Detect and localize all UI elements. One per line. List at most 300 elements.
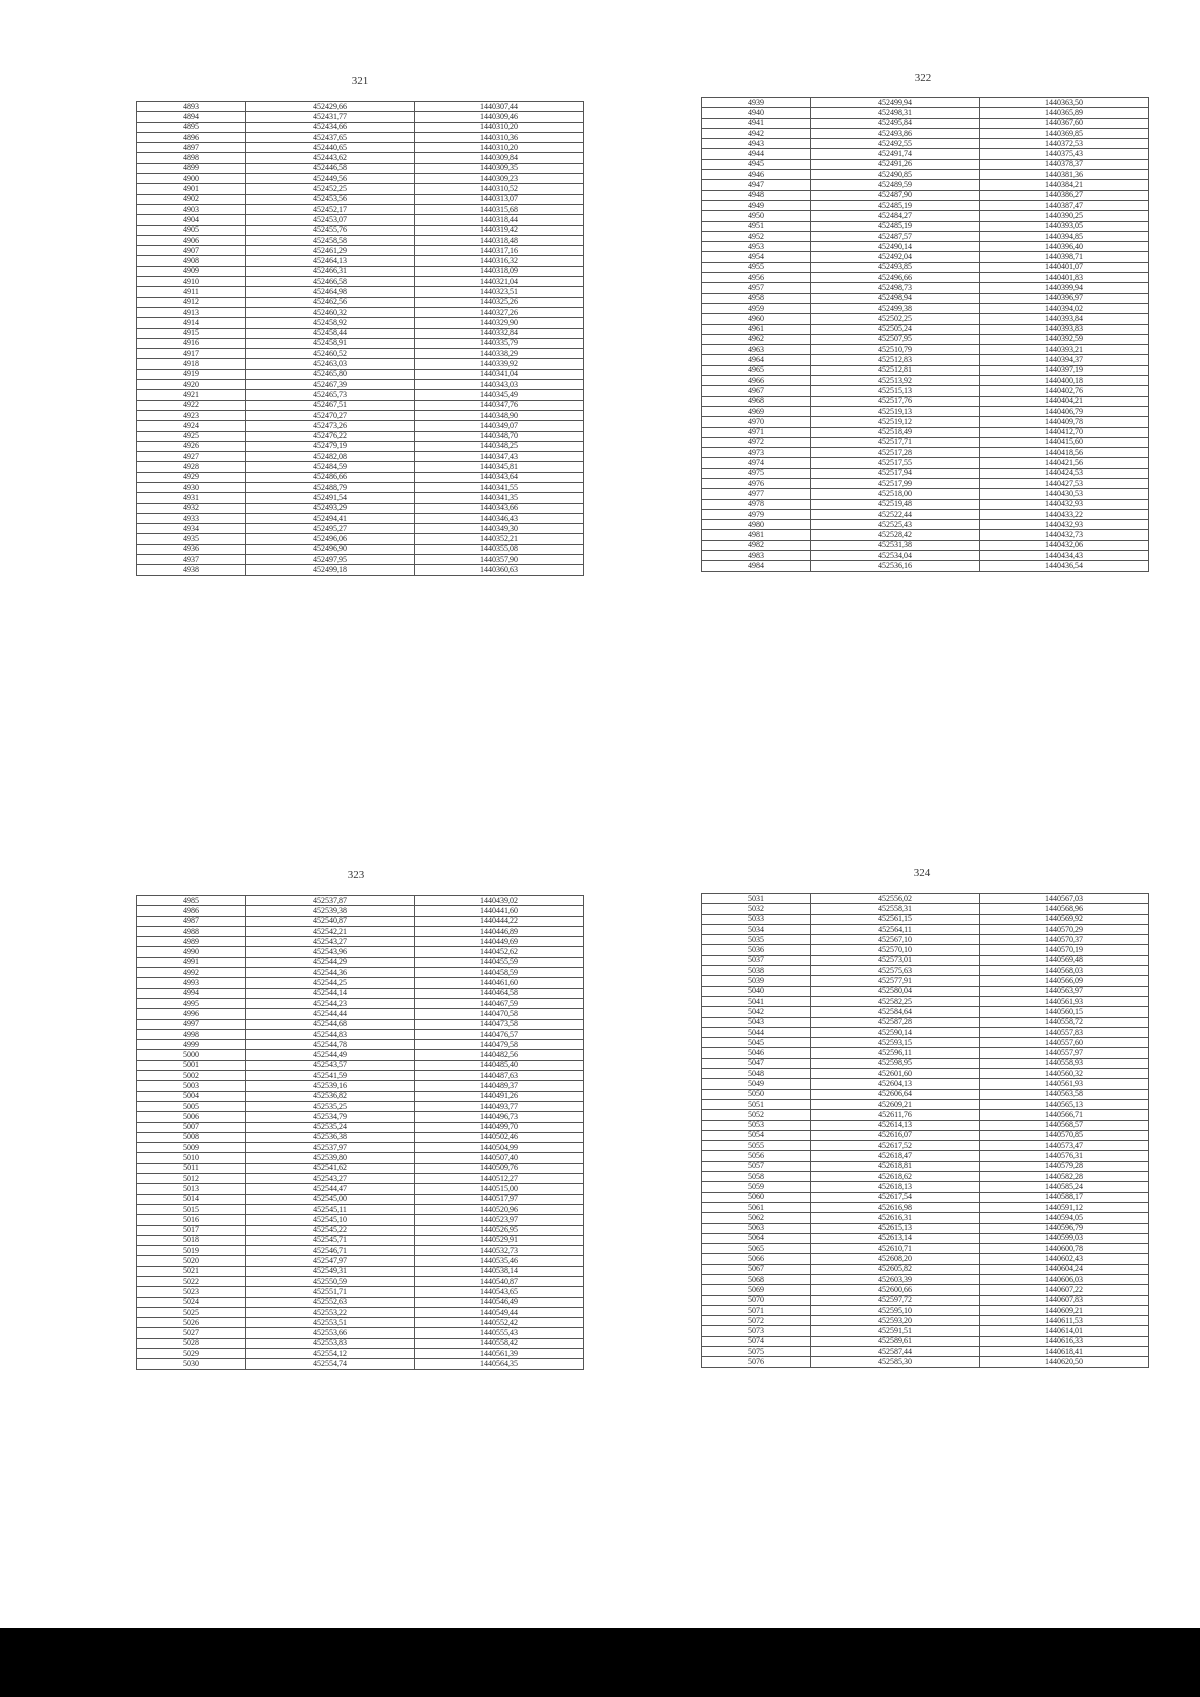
y-coordinate-cell: 1440467,59 <box>415 998 584 1008</box>
table-row <box>137 1328 584 1338</box>
table-row <box>137 1307 584 1317</box>
y-coordinate-cell: 1440335,79 <box>415 338 584 348</box>
x-coordinate-cell: 452534,79 <box>246 1112 415 1122</box>
table-row <box>702 976 1149 986</box>
table-row <box>702 1233 1149 1243</box>
y-coordinate-cell: 1440563,58 <box>980 1089 1149 1099</box>
table-row <box>702 1017 1149 1027</box>
table-row <box>702 996 1149 1006</box>
point-number-cell: 5072 <box>702 1316 811 1326</box>
point-number-cell: 5007 <box>137 1122 246 1132</box>
x-coordinate-cell: 452580,04 <box>811 986 980 996</box>
y-coordinate-cell: 1440369,85 <box>980 128 1149 138</box>
y-coordinate-cell: 1440535,46 <box>415 1256 584 1266</box>
y-coordinate-cell: 1440552,42 <box>415 1318 584 1328</box>
table-row <box>702 314 1149 324</box>
table-row <box>702 190 1149 200</box>
x-coordinate-cell: 452525,43 <box>811 520 980 530</box>
table-row <box>137 390 584 400</box>
table-row <box>702 1141 1149 1151</box>
y-coordinate-cell: 1440565,13 <box>980 1099 1149 1109</box>
x-coordinate-cell: 452543,96 <box>246 947 415 957</box>
point-number-cell: 4947 <box>702 180 811 190</box>
x-coordinate-cell: 452591,51 <box>811 1326 980 1336</box>
y-coordinate-cell: 1440560,32 <box>980 1069 1149 1079</box>
y-coordinate-cell: 1440343,66 <box>415 503 584 513</box>
y-coordinate-cell: 1440394,02 <box>980 303 1149 313</box>
point-number-cell: 4922 <box>137 400 246 410</box>
table-row <box>137 1194 584 1204</box>
y-coordinate-cell: 1440430,53 <box>980 489 1149 499</box>
point-number-cell: 5049 <box>702 1079 811 1089</box>
table-row <box>137 1184 584 1194</box>
table-row <box>702 551 1149 561</box>
x-coordinate-cell: 452453,56 <box>246 194 415 204</box>
point-number-cell: 4904 <box>137 215 246 225</box>
table-row <box>137 410 584 420</box>
x-coordinate-cell: 452512,83 <box>811 355 980 365</box>
y-coordinate-cell: 1440561,93 <box>980 1079 1149 1089</box>
y-coordinate-cell: 1440396,97 <box>980 293 1149 303</box>
table-row <box>702 1058 1149 1068</box>
y-coordinate-cell: 1440372,53 <box>980 139 1149 149</box>
y-coordinate-cell: 1440568,03 <box>980 966 1149 976</box>
table-row <box>702 1336 1149 1346</box>
table-row <box>137 493 584 503</box>
point-number-cell: 5048 <box>702 1069 811 1079</box>
point-number-cell: 5022 <box>137 1276 246 1286</box>
point-number-cell: 4985 <box>137 896 246 906</box>
table-row <box>702 894 1149 904</box>
y-coordinate-cell: 1440499,70 <box>415 1122 584 1132</box>
x-coordinate-cell: 452449,56 <box>246 174 415 184</box>
point-number-cell: 4923 <box>137 410 246 420</box>
x-coordinate-cell: 452531,38 <box>811 540 980 550</box>
x-coordinate-cell: 452585,30 <box>811 1357 980 1367</box>
table-row <box>702 468 1149 478</box>
x-coordinate-cell: 452615,13 <box>811 1223 980 1233</box>
point-number-cell: 5034 <box>702 924 811 934</box>
y-coordinate-cell: 1440604,24 <box>980 1264 1149 1274</box>
point-number-cell: 5021 <box>137 1266 246 1276</box>
table-row <box>137 1359 584 1369</box>
y-coordinate-cell: 1440386,27 <box>980 190 1149 200</box>
y-coordinate-cell: 1440620,50 <box>980 1357 1149 1367</box>
x-coordinate-cell: 452553,83 <box>246 1338 415 1348</box>
x-coordinate-cell: 452618,81 <box>811 1161 980 1171</box>
x-coordinate-cell: 452434,66 <box>246 122 415 132</box>
y-coordinate-cell: 1440433,22 <box>980 509 1149 519</box>
point-number-cell: 4898 <box>137 153 246 163</box>
table-row <box>137 1287 584 1297</box>
y-coordinate-cell: 1440412,70 <box>980 427 1149 437</box>
y-coordinate-cell: 1440444,22 <box>415 916 584 926</box>
y-coordinate-cell: 1440452,62 <box>415 947 584 957</box>
x-coordinate-cell: 452505,24 <box>811 324 980 334</box>
table-row <box>137 544 584 554</box>
y-coordinate-cell: 1440393,83 <box>980 324 1149 334</box>
y-coordinate-cell: 1440549,44 <box>415 1307 584 1317</box>
y-coordinate-cell: 1440436,54 <box>980 561 1149 571</box>
point-number-cell: 5038 <box>702 966 811 976</box>
point-number-cell: 4993 <box>137 978 246 988</box>
point-number-cell: 4957 <box>702 283 811 293</box>
point-number-cell: 4952 <box>702 231 811 241</box>
table-row <box>702 211 1149 221</box>
point-number-cell: 5004 <box>137 1091 246 1101</box>
y-coordinate-cell: 1440441,60 <box>415 906 584 916</box>
point-number-cell: 4966 <box>702 376 811 386</box>
x-coordinate-cell: 452498,94 <box>811 293 980 303</box>
y-coordinate-cell: 1440309,84 <box>415 153 584 163</box>
table-row <box>137 359 584 369</box>
point-number-cell: 5026 <box>137 1318 246 1328</box>
y-coordinate-cell: 1440561,39 <box>415 1349 584 1359</box>
y-coordinate-cell: 1440618,41 <box>980 1347 1149 1357</box>
table-row <box>702 448 1149 458</box>
x-coordinate-cell: 452573,01 <box>811 955 980 965</box>
y-coordinate-cell: 1440319,42 <box>415 225 584 235</box>
x-coordinate-cell: 452554,12 <box>246 1349 415 1359</box>
table-row <box>137 318 584 328</box>
table-row <box>137 1163 584 1173</box>
point-number-cell: 4900 <box>137 174 246 184</box>
point-number-cell: 5062 <box>702 1213 811 1223</box>
point-number-cell: 4968 <box>702 396 811 406</box>
point-number-cell: 5041 <box>702 996 811 1006</box>
y-coordinate-cell: 1440348,90 <box>415 410 584 420</box>
point-number-cell: 4973 <box>702 448 811 458</box>
x-coordinate-cell: 452495,84 <box>811 118 980 128</box>
x-coordinate-cell: 452553,66 <box>246 1328 415 1338</box>
point-number-cell: 4895 <box>137 122 246 132</box>
point-number-cell: 5037 <box>702 955 811 965</box>
table-row <box>137 266 584 276</box>
point-number-cell: 5040 <box>702 986 811 996</box>
y-coordinate-cell: 1440365,89 <box>980 108 1149 118</box>
x-coordinate-cell: 452539,16 <box>246 1081 415 1091</box>
table-row <box>137 1009 584 1019</box>
point-number-cell: 5036 <box>702 945 811 955</box>
x-coordinate-cell: 452491,74 <box>811 149 980 159</box>
x-coordinate-cell: 452558,31 <box>811 904 980 914</box>
table-row <box>702 1316 1149 1326</box>
table-row <box>702 242 1149 252</box>
y-coordinate-cell: 1440543,65 <box>415 1287 584 1297</box>
y-coordinate-cell: 1440607,22 <box>980 1285 1149 1295</box>
x-coordinate-cell: 452496,66 <box>811 273 980 283</box>
x-coordinate-cell: 452544,83 <box>246 1029 415 1039</box>
x-coordinate-cell: 452541,59 <box>246 1071 415 1081</box>
point-number-cell: 5031 <box>702 894 811 904</box>
x-coordinate-cell: 452493,29 <box>246 503 415 513</box>
table-row <box>137 906 584 916</box>
table-row <box>137 307 584 317</box>
table-row <box>137 1101 584 1111</box>
x-coordinate-cell: 452465,73 <box>246 390 415 400</box>
y-coordinate-cell: 1440570,29 <box>980 924 1149 934</box>
table-row <box>137 1143 584 1153</box>
y-coordinate-cell: 1440538,14 <box>415 1266 584 1276</box>
x-coordinate-cell: 452543,57 <box>246 1060 415 1070</box>
x-coordinate-cell: 452517,55 <box>811 458 980 468</box>
point-number-cell: 4976 <box>702 478 811 488</box>
y-coordinate-cell: 1440517,97 <box>415 1194 584 1204</box>
y-coordinate-cell: 1440611,53 <box>980 1316 1149 1326</box>
x-coordinate-cell: 452460,52 <box>246 349 415 359</box>
point-number-cell: 5001 <box>137 1060 246 1070</box>
table-row <box>137 1246 584 1256</box>
x-coordinate-cell: 452458,92 <box>246 318 415 328</box>
y-coordinate-cell: 1440594,05 <box>980 1213 1149 1223</box>
x-coordinate-cell: 452458,58 <box>246 235 415 245</box>
point-number-cell: 4927 <box>137 452 246 462</box>
y-coordinate-cell: 1440570,85 <box>980 1130 1149 1140</box>
x-coordinate-cell: 452553,51 <box>246 1318 415 1328</box>
table-row <box>137 338 584 348</box>
point-number-cell: 5046 <box>702 1048 811 1058</box>
point-number-cell: 5061 <box>702 1202 811 1212</box>
x-coordinate-cell: 452515,13 <box>811 386 980 396</box>
point-number-cell: 4894 <box>137 112 246 122</box>
table-row <box>137 1122 584 1132</box>
y-coordinate-cell: 1440343,64 <box>415 472 584 482</box>
y-coordinate-cell: 1440599,03 <box>980 1233 1149 1243</box>
point-number-cell: 5025 <box>137 1307 246 1317</box>
y-coordinate-cell: 1440476,57 <box>415 1029 584 1039</box>
y-coordinate-cell: 1440310,20 <box>415 143 584 153</box>
point-number-cell: 4905 <box>137 225 246 235</box>
y-coordinate-cell: 1440332,84 <box>415 328 584 338</box>
y-coordinate-cell: 1440487,63 <box>415 1071 584 1081</box>
table-row <box>702 1172 1149 1182</box>
point-number-cell: 4965 <box>702 365 811 375</box>
y-coordinate-cell: 1440582,28 <box>980 1172 1149 1182</box>
y-coordinate-cell: 1440325,26 <box>415 297 584 307</box>
table-row <box>137 174 584 184</box>
point-number-cell: 4962 <box>702 334 811 344</box>
point-number-cell: 5005 <box>137 1101 246 1111</box>
point-number-cell: 4975 <box>702 468 811 478</box>
point-number-cell: 5033 <box>702 914 811 924</box>
y-coordinate-cell: 1440579,28 <box>980 1161 1149 1171</box>
x-coordinate-cell: 452429,66 <box>246 102 415 112</box>
y-coordinate-cell: 1440600,78 <box>980 1244 1149 1254</box>
point-number-cell: 5073 <box>702 1326 811 1336</box>
x-coordinate-cell: 452490,14 <box>811 242 980 252</box>
y-coordinate-cell: 1440526,95 <box>415 1225 584 1235</box>
x-coordinate-cell: 452517,28 <box>811 448 980 458</box>
point-number-cell: 5052 <box>702 1110 811 1120</box>
table-row <box>137 194 584 204</box>
y-coordinate-cell: 1440390,25 <box>980 211 1149 221</box>
table-row <box>702 231 1149 241</box>
x-coordinate-cell: 452536,82 <box>246 1091 415 1101</box>
x-coordinate-cell: 452600,66 <box>811 1285 980 1295</box>
x-coordinate-cell: 452492,55 <box>811 139 980 149</box>
x-coordinate-cell: 452485,19 <box>811 200 980 210</box>
y-coordinate-cell: 1440375,43 <box>980 149 1149 159</box>
table-row <box>137 112 584 122</box>
y-coordinate-cell: 1440614,01 <box>980 1326 1149 1336</box>
table-row <box>137 235 584 245</box>
point-number-cell: 5030 <box>137 1359 246 1369</box>
y-coordinate-cell: 1440338,29 <box>415 349 584 359</box>
table-row <box>137 1071 584 1081</box>
x-coordinate-cell: 452473,26 <box>246 421 415 431</box>
y-coordinate-cell: 1440384,21 <box>980 180 1149 190</box>
y-coordinate-cell: 1440489,37 <box>415 1081 584 1091</box>
point-number-cell: 4961 <box>702 324 811 334</box>
x-coordinate-cell: 452587,28 <box>811 1017 980 1027</box>
table-row <box>702 427 1149 437</box>
table-row <box>137 277 584 287</box>
point-number-cell: 4949 <box>702 200 811 210</box>
table-row <box>137 1019 584 1029</box>
x-coordinate-cell: 452495,27 <box>246 524 415 534</box>
y-coordinate-cell: 1440392,59 <box>980 334 1149 344</box>
x-coordinate-cell: 452616,98 <box>811 1202 980 1212</box>
x-coordinate-cell: 452567,10 <box>811 935 980 945</box>
y-coordinate-cell: 1440352,21 <box>415 534 584 544</box>
table-row <box>702 1295 1149 1305</box>
table-row <box>702 406 1149 416</box>
y-coordinate-cell: 1440523,97 <box>415 1215 584 1225</box>
table-row <box>137 968 584 978</box>
y-coordinate-cell: 1440313,07 <box>415 194 584 204</box>
x-coordinate-cell: 452545,00 <box>246 1194 415 1204</box>
point-number-cell: 5028 <box>137 1338 246 1348</box>
x-coordinate-cell: 452452,17 <box>246 204 415 214</box>
y-coordinate-cell: 1440602,43 <box>980 1254 1149 1264</box>
point-number-cell: 4953 <box>702 242 811 252</box>
table-row <box>702 509 1149 519</box>
y-coordinate-cell: 1440394,37 <box>980 355 1149 365</box>
point-number-cell: 4906 <box>137 235 246 245</box>
point-number-cell: 4907 <box>137 246 246 256</box>
point-number-cell: 5070 <box>702 1295 811 1305</box>
y-coordinate-cell: 1440596,79 <box>980 1223 1149 1233</box>
x-coordinate-cell: 452610,71 <box>811 1244 980 1254</box>
point-number-cell: 4931 <box>137 493 246 503</box>
y-coordinate-cell: 1440318,48 <box>415 235 584 245</box>
y-coordinate-cell: 1440348,25 <box>415 441 584 451</box>
x-coordinate-cell: 452512,81 <box>811 365 980 375</box>
y-coordinate-cell: 1440402,76 <box>980 386 1149 396</box>
point-number-cell: 5067 <box>702 1264 811 1274</box>
table-row <box>702 561 1149 571</box>
point-number-cell: 5069 <box>702 1285 811 1295</box>
y-coordinate-cell: 1440345,81 <box>415 462 584 472</box>
y-coordinate-cell: 1440588,17 <box>980 1192 1149 1202</box>
y-coordinate-cell: 1440404,21 <box>980 396 1149 406</box>
point-number-cell: 5055 <box>702 1141 811 1151</box>
page-number-323: 323 <box>347 869 365 881</box>
x-coordinate-cell: 452461,29 <box>246 246 415 256</box>
table-row <box>702 1213 1149 1223</box>
y-coordinate-cell: 1440341,35 <box>415 493 584 503</box>
y-coordinate-cell: 1440485,40 <box>415 1060 584 1070</box>
point-number-cell: 4930 <box>137 482 246 492</box>
table-row <box>137 184 584 194</box>
point-number-cell: 5039 <box>702 976 811 986</box>
y-coordinate-cell: 1440307,44 <box>415 102 584 112</box>
x-coordinate-cell: 452488,79 <box>246 482 415 492</box>
x-coordinate-cell: 452554,74 <box>246 1359 415 1369</box>
y-coordinate-cell: 1440367,60 <box>980 118 1149 128</box>
table-row <box>702 1326 1149 1336</box>
y-coordinate-cell: 1440316,32 <box>415 256 584 266</box>
table-row <box>137 204 584 214</box>
y-coordinate-cell: 1440568,96 <box>980 904 1149 914</box>
point-number-cell: 5015 <box>137 1204 246 1214</box>
coordinates-table-321 <box>136 101 584 576</box>
table-row <box>137 225 584 235</box>
point-number-cell: 4954 <box>702 252 811 262</box>
y-coordinate-cell: 1440339,92 <box>415 359 584 369</box>
x-coordinate-cell: 452608,20 <box>811 1254 980 1264</box>
point-number-cell: 5059 <box>702 1182 811 1192</box>
x-coordinate-cell: 452494,41 <box>246 513 415 523</box>
x-coordinate-cell: 452489,59 <box>811 180 980 190</box>
x-coordinate-cell: 452539,80 <box>246 1153 415 1163</box>
table-row <box>702 1357 1149 1367</box>
point-number-cell: 4920 <box>137 380 246 390</box>
y-coordinate-cell: 1440558,42 <box>415 1338 584 1348</box>
y-coordinate-cell: 1440563,97 <box>980 986 1149 996</box>
table-row <box>702 139 1149 149</box>
table-row <box>702 914 1149 924</box>
y-coordinate-cell: 1440432,93 <box>980 499 1149 509</box>
x-coordinate-cell: 452499,94 <box>811 98 980 108</box>
point-number-cell: 5058 <box>702 1172 811 1182</box>
y-coordinate-cell: 1440310,20 <box>415 122 584 132</box>
x-coordinate-cell: 452606,64 <box>811 1089 980 1099</box>
table-row <box>702 1089 1149 1099</box>
y-coordinate-cell: 1440557,83 <box>980 1027 1149 1037</box>
table-row <box>702 1274 1149 1284</box>
point-number-cell: 5044 <box>702 1027 811 1037</box>
x-coordinate-cell: 452440,65 <box>246 143 415 153</box>
x-coordinate-cell: 452617,52 <box>811 1141 980 1151</box>
table-row <box>702 1254 1149 1264</box>
y-coordinate-cell: 1440491,26 <box>415 1091 584 1101</box>
table-row <box>702 1244 1149 1254</box>
point-number-cell: 4942 <box>702 128 811 138</box>
table-row <box>137 122 584 132</box>
y-coordinate-cell: 1440347,76 <box>415 400 584 410</box>
x-coordinate-cell: 452546,71 <box>246 1246 415 1256</box>
x-coordinate-cell: 452544,49 <box>246 1050 415 1060</box>
y-coordinate-cell: 1440310,52 <box>415 184 584 194</box>
y-coordinate-cell: 1440515,00 <box>415 1184 584 1194</box>
table-row <box>702 365 1149 375</box>
table-row <box>702 489 1149 499</box>
y-coordinate-cell: 1440381,36 <box>980 170 1149 180</box>
point-number-cell: 4999 <box>137 1040 246 1050</box>
y-coordinate-cell: 1440607,83 <box>980 1295 1149 1305</box>
point-number-cell: 4994 <box>137 988 246 998</box>
point-number-cell: 5023 <box>137 1287 246 1297</box>
point-number-cell: 4979 <box>702 509 811 519</box>
point-number-cell: 4944 <box>702 149 811 159</box>
y-coordinate-cell: 1440327,26 <box>415 307 584 317</box>
point-number-cell: 4998 <box>137 1029 246 1039</box>
point-number-cell: 4925 <box>137 431 246 441</box>
x-coordinate-cell: 452491,54 <box>246 493 415 503</box>
table-row <box>137 1349 584 1359</box>
y-coordinate-cell: 1440504,99 <box>415 1143 584 1153</box>
